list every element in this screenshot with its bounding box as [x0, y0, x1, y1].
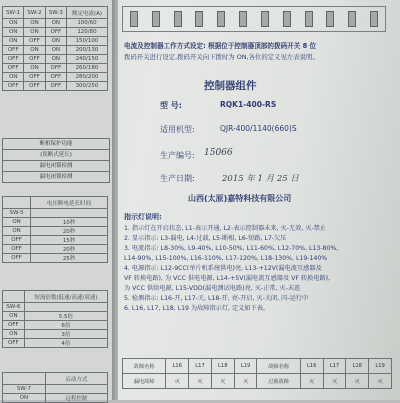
table-header-cell: 电压断电延长时间 [31, 197, 108, 209]
table-row [3, 19, 108, 28]
table-header-row [3, 197, 108, 209]
table-cell: 灭 [166, 374, 189, 389]
date-value: 2015 年 1 月 25 日 [222, 174, 299, 184]
table-header-row [123, 359, 392, 374]
table-cell: ON [3, 394, 46, 403]
table-row [3, 385, 108, 394]
table-header-cell: SW-1 [3, 7, 24, 19]
note-line: 6. L16, L17, L18, L19 为故障指示灯, 定义如下表。 [124, 305, 270, 312]
table-cell: ON [24, 64, 45, 73]
delay-setting-table [2, 196, 108, 263]
table-header-cell: L19 [234, 359, 257, 374]
table-row [3, 82, 108, 91]
note-line: 4. 电源指示: L12-9CC(单片机系统供电)亮, L13-+12V(漏电流互感器及 [124, 265, 322, 272]
dip-switch [152, 11, 160, 27]
protection-function-box [2, 138, 110, 183]
table-cell: OFF [3, 254, 31, 263]
instruction-line-1: 电流及控制器工作方式设定: 根据位于控制器顶部的拨码开关 8 位 [124, 42, 317, 50]
table-cell [45, 385, 107, 394]
table-header-cell: L16 [300, 359, 323, 374]
table-cell: OFF [24, 82, 45, 91]
multiple-setting-table [2, 290, 108, 348]
table-header-cell [3, 197, 31, 209]
table-row [3, 245, 108, 254]
dip-switch [217, 11, 225, 27]
table-cell: SW-6 [3, 303, 25, 312]
table-cell: ON [3, 28, 24, 37]
table-header-cell: 启动方式 [45, 373, 107, 385]
table-row [3, 28, 108, 37]
table-cell: 灭 [189, 374, 212, 389]
table-header-cell: L19 [369, 359, 392, 374]
table-header-cell: L18 [211, 359, 234, 374]
protection-item: 断相保护功能 [39, 141, 73, 147]
table-cell: OFF [45, 73, 66, 82]
table-cell: 4倍 [24, 339, 107, 348]
table-cell: 200/130 [66, 46, 107, 55]
indicator-table [122, 358, 392, 389]
table-cell: OFF [3, 46, 24, 55]
table-cell: 300/250 [66, 82, 107, 91]
table-header-cell: L16 [166, 359, 189, 374]
table-cell: OFF [24, 55, 45, 64]
table-cell: OFF [3, 55, 24, 64]
table-cell: OFF [3, 236, 31, 245]
table-header-cell: SW-2 [24, 7, 45, 19]
table-row [3, 227, 108, 236]
table-row [3, 330, 108, 339]
table-cell: 20秒 [31, 227, 108, 236]
table-header-cell: SW-3 [45, 7, 66, 19]
model-label: 型 号: [160, 101, 182, 110]
table-cell: ON [3, 37, 24, 46]
table-header-cell: 故障名称 [123, 359, 166, 374]
table-row [3, 254, 108, 263]
table-row [3, 236, 108, 245]
dip-switch [370, 11, 378, 27]
applicable-value: QJR-400/1140(660)S [220, 124, 297, 133]
table-row [3, 64, 108, 73]
note-line: 5. 检测指示: L16-开, L17-关, L18-开, 亮-开启, 灭-关闭, 闪-运行中 [124, 295, 309, 302]
table-cell: OFF [45, 82, 66, 91]
table-cell: SW-7 [3, 385, 46, 394]
table-cell: 灭 [211, 374, 234, 389]
table-header-cell: L18 [346, 359, 369, 374]
table-header-cell [3, 291, 25, 303]
dip-switch [261, 11, 269, 27]
table-row [3, 339, 108, 348]
table-cell [31, 209, 108, 218]
instruction-line-2: 拨码开关进行设定,拨码开关向下拨时为 ON,各位的定义见左表说明。 [124, 53, 319, 61]
table-header-row [3, 291, 108, 303]
right-label-panel [118, 0, 400, 400]
table-cell: ON [24, 19, 45, 28]
table-header-cell: 额定电流(A) [66, 7, 107, 19]
left-spec-panel [0, 0, 113, 400]
table-cell: 100/60 [66, 19, 107, 28]
table-header-cell: L17 [323, 359, 346, 374]
table-cell [24, 303, 107, 312]
dip-switch [305, 11, 313, 27]
table-cell: 240/150 [66, 55, 107, 64]
note-line: 3. 电流指示: L8-30%, L9-40%, L10-50%, L11-60%, L12-70%, L13-80%, [124, 245, 339, 252]
table-cell: OFF [3, 321, 25, 330]
dip-switch [195, 11, 203, 27]
protection-item: 漏电闭锁检测 [3, 160, 109, 171]
table-row [3, 303, 108, 312]
table-cell: 远程控制 [45, 394, 107, 403]
table-cell: 260/180 [66, 64, 107, 73]
dip-switch [239, 11, 247, 27]
table-row [3, 73, 108, 82]
table-cell: ON [3, 73, 24, 82]
dip-switch [326, 11, 334, 27]
table-cell: 25秒 [31, 254, 108, 263]
note-line: 2. 显示指示: L3-漏电, L4-过载, L5-断相, L6-短路, L7-欠压 [124, 235, 287, 242]
table-cell: ON [24, 46, 45, 55]
table-cell: OFF [45, 64, 66, 73]
table-cell: 过载故障 [257, 374, 300, 389]
table-cell: ON [45, 19, 66, 28]
note-line: 1. 指示灯在开启状态, L1-表示开通, L2-表示控制器未来, 灭-无效, 灭-禁止 [124, 225, 326, 232]
table-cell: OFF [3, 82, 24, 91]
table-header-row [3, 373, 108, 385]
notes-title: 指示灯说明: [124, 213, 162, 221]
dip-switch [174, 11, 182, 27]
table-cell: 5.5倍 [24, 312, 107, 321]
table-header-cell: 故障名称 [257, 359, 300, 374]
table-header-row [3, 7, 108, 19]
dip-switch [283, 11, 291, 27]
table-header-cell [3, 373, 46, 385]
table-cell: 150/100 [66, 37, 107, 46]
table-cell: OFF [45, 28, 66, 37]
table-header-cell: 短流倍数(低速/高速/双速) [24, 291, 107, 303]
dip-switch [348, 11, 356, 27]
table-cell: ON [45, 55, 66, 64]
dip-switch-strip [122, 6, 386, 32]
table-cell: ON [3, 312, 25, 321]
table-row [3, 312, 108, 321]
applicable-label: 适用机型: [160, 125, 195, 134]
table-cell: 120/80 [66, 28, 107, 37]
table-row [3, 55, 108, 64]
start-mode-table [2, 372, 108, 403]
table-cell: 灭 [300, 374, 323, 389]
dip-switch [130, 11, 138, 27]
notes-list [124, 224, 396, 314]
page-title: 控制器组件 [204, 80, 257, 92]
table-cell: OFF [3, 245, 31, 254]
table-row [3, 394, 108, 403]
table-cell: 灭 [369, 374, 392, 389]
note-line: VF 转换电路), 为 VCC 供电电源, L14-+5V(漏电流互感器及 VF 转换电路), [124, 275, 331, 282]
table-cell: SW-5 [3, 209, 31, 218]
table-row [3, 37, 108, 46]
table-cell: OFF [24, 73, 45, 82]
table-cell: 20秒 [31, 245, 108, 254]
model-value: RQK1-400-RS [220, 100, 277, 109]
table-cell: ON [3, 330, 25, 339]
table-cell: 漏电故障 [123, 374, 166, 389]
table-cell: OFF [3, 64, 24, 73]
table-cell: ON [24, 28, 45, 37]
table-header-cell: L17 [189, 359, 212, 374]
table-cell: ON [45, 46, 66, 55]
note-line: 为 VCC 供给电源, L15-VDD(漏电测试电路)亮, 灭-正常, 灭-未连 [124, 285, 301, 292]
table-cell: 10秒 [31, 218, 108, 227]
serial-value: 15066 [204, 148, 233, 158]
note-line: L14-90%, L15-100%, L16-110%, L17-120%, L18-130%, L19-140% [124, 255, 328, 262]
table-cell: OFF [24, 37, 45, 46]
table-row [3, 209, 108, 218]
table-cell: 280/200 [66, 73, 107, 82]
table-cell: 灭 [346, 374, 369, 389]
protection-item: 漏电闭锁检测 [3, 171, 109, 182]
table-cell: 6倍 [24, 321, 107, 330]
speed-setting-table [2, 6, 108, 91]
table-cell: ON [3, 218, 31, 227]
table-row [3, 321, 108, 330]
protection-item: (误断式延长) [3, 149, 109, 160]
date-label: 生产日期: [160, 174, 195, 183]
table-cell: 灭 [234, 374, 257, 389]
table-cell: ON [45, 37, 66, 46]
manufacturer: 山西(太原)嘉特科技有限公司 [188, 194, 292, 203]
table-cell: 15秒 [31, 236, 108, 245]
table-cell: ON [3, 227, 31, 236]
table-row [3, 46, 108, 55]
table-cell: 3倍 [24, 330, 107, 339]
table-cell: 灭 [323, 374, 346, 389]
table-row [123, 374, 392, 389]
table-cell: OFF [3, 339, 25, 348]
table-cell: ON [3, 19, 24, 28]
serial-label: 生产编号: [160, 151, 195, 160]
table-row [3, 218, 108, 227]
